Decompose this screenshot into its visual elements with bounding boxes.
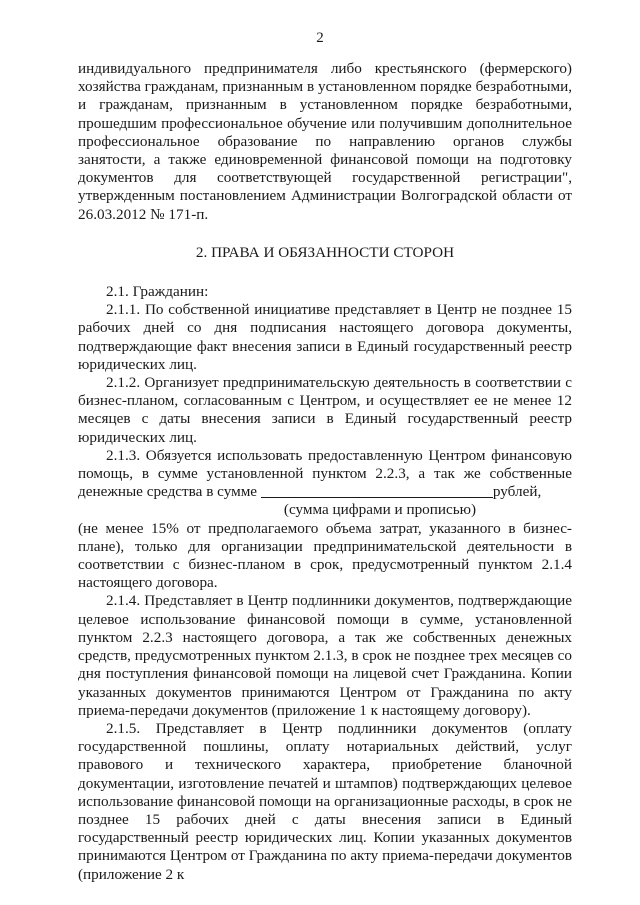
section-heading: 2. ПРАВА И ОБЯЗАННОСТИ СТОРОН xyxy=(195,243,455,261)
clause-2-1-3 xyxy=(78,447,572,502)
clause-2-1-3-continuation: (не менее 15% от предполагаемого объема затрат, указанного в бизнес-плане), только для организации предпринимательской деятельности в соответствии с бизнес-планом в срок, предусмотренный пунктом 2.1.4 настоящего договора. xyxy=(78,519,572,592)
currency-label: рублей, xyxy=(492,483,542,501)
clause-2-1-4: 2.1.4. Представляет в Центр подлинники документов, подтверждающие целевое использование финансовой помощи в сумме, установленной пунктом 2.2.3 настоящего договора, а так же собственных денежных средств, предусмотренных пунктом 2.1.3, в срок не позднее трех месяцев со дня поступления финансовой помощи на лицевой счет Гражданина. Копии указанных документов принимаются Центром от Гражданина по акту приема-передачи документов (приложение 1 к настоящему договору). xyxy=(78,592,572,719)
document-body xyxy=(78,60,572,884)
intro-paragraph: индивидуального предпринимателя либо крестьянского (фермерского) хозяйства гражданам, признанным в установленном порядке безработными, и гражданам, признанным в установленном порядке безработными, прошедшим профессиональное обучение или получившим дополнительное профессиональное образование по направлению органов службы занятости, а также единовременной финансовой помощи на подготовку документов для соответствующей государственной регистрации", утвержденным постановлением Администрации Волгоградской области от 26.03.2012 № 171-п. xyxy=(78,60,572,223)
amount-caption: (сумма цифрами и прописью) xyxy=(283,501,477,519)
clause-2-1-5: 2.1.5. Представляет в Центр подлинники документов (оплату государственной пошлины, оплату нотариальных действий, услуг правового и технического характера, приобретение бланочной документации, изготовление печатей и штампов) подтверждающих целевое использование финансовой помощи на организационные расходы, в срок не позднее 15 рабочих дней с даты внесения записи в Единый государственный реестр юридических лиц. Копии указанных документов принимаются Центром от Гражданина по акту приема-передачи документов (приложение 2 к xyxy=(78,719,572,883)
clause-2-1-1: 2.1.1. По собственной инициативе представляет в Центр не позднее 15 рабочих дней со дня подписания настоящего договора документы, подтверждающие факт внесения записи в Единый государственный реестр юридических лиц. xyxy=(78,301,572,373)
clause-2-1-3-text: 2.1.3. Обязуется использовать предоставленную Центром финансовую помощь, в сумме установленной пунктом 2.2.3, а так же собственные денежные средства в сумме xyxy=(78,446,572,501)
page-number: 2 xyxy=(316,30,324,46)
amount-fill-line xyxy=(261,483,493,498)
clause-2-1-2: 2.1.2. Организует предпринимательскую деятельность в соответствии с бизнес-планом, согласованным с Центром, и осуществляет ее не менее 12 месяцев с даты внесения записи в Единый государственный реестр юридических лиц. xyxy=(78,374,572,446)
clause-2-1: 2.1. Гражданин: xyxy=(106,283,209,301)
